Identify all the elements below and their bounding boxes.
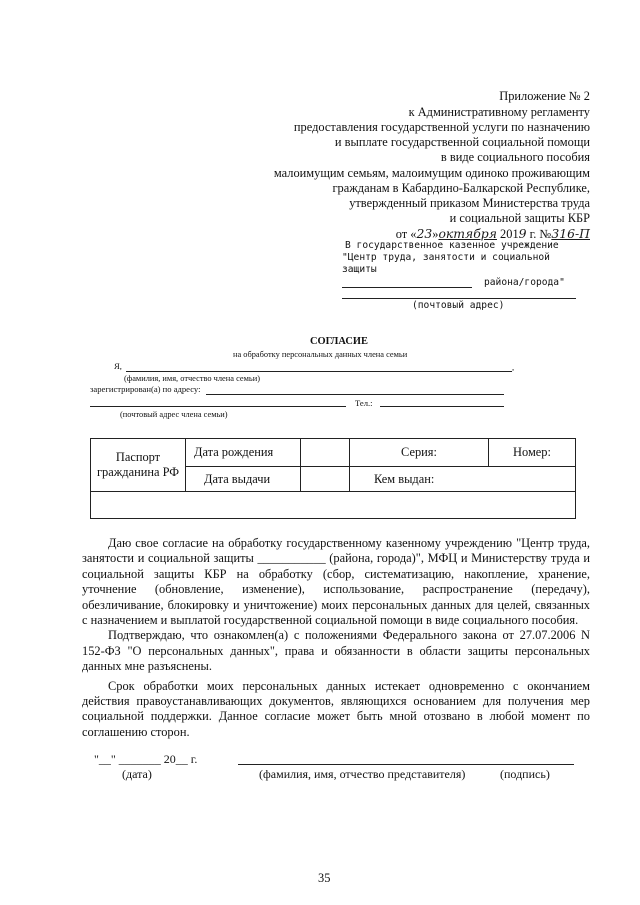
page-number: 35 [318, 871, 331, 885]
postal-caption: (почтовый адрес) [412, 300, 505, 311]
issued-by-label: Кем выдан: [350, 467, 576, 492]
recipient-line: защиты [342, 264, 377, 275]
order-mid: » [432, 227, 439, 241]
signature-name-line[interactable] [238, 764, 574, 765]
annex-line: в виде социального пособия [440, 150, 590, 164]
consent-subtitle: на обработку персональных данных члена семьи [233, 350, 408, 359]
passport-label: Паспорт гражданина РФ [91, 439, 186, 492]
district-line [342, 287, 472, 288]
postal-caption-member: (почтовый адрес члена семьи) [120, 410, 228, 419]
sign-caption: (подпись) [500, 767, 550, 781]
tel-field[interactable] [380, 406, 504, 407]
annex-line: малоимущим семьям, малоимущим одиноко проживающим [273, 166, 590, 180]
consent-paragraph-3: Срок обработки моих персональных данных истекает одновременно с окончанием действия правоустанавливающих документов, являющихся основанием для получения мер социальной поддержки. Данное согласие может быть мной отозвано в любой момент по соглашению сторон. [82, 678, 590, 739]
series-label: Серия: [350, 439, 489, 467]
number-label: Номер: [489, 439, 576, 467]
recipient-line: района/города" [484, 277, 565, 288]
fio-end: , [512, 362, 515, 372]
consent-title: СОГЛАСИЕ [310, 336, 368, 347]
annex-line: предоставления государственной услуги по назначению [293, 120, 590, 134]
registered-label: зарегистрирован(а) по адресу: [90, 384, 201, 394]
passport-table [90, 438, 576, 519]
address-field-2[interactable] [90, 406, 346, 407]
order-month: октября [438, 226, 497, 241]
annex-line: к Административному регламенту [408, 105, 590, 119]
issue-date-label: Дата выдачи [186, 467, 301, 492]
recipient-line: "Центр труда, занятости и социальной [342, 252, 550, 263]
address-field[interactable] [206, 394, 504, 395]
issued-by-cell[interactable] [91, 492, 576, 519]
consent-paragraph-1: Даю свое согласие на обработку государственному казенному учреждению "Центр труда, занятости и социальной защиты ___________ (района, города)", МФЦ и Министерству труда и социальной защиты КБР на обработку (сбор, систематизацию, накопление, хранение, уточнение (обновление, изменение), использование, распространение (передачу), обезличивание, блокировку и уничтожение) моих персональных данных для целей, связанных с назначением и выплатой государственной социальной помощи в виде социального пособия. [82, 536, 590, 628]
order-prefix: от « [395, 227, 417, 241]
postal-address-line [342, 298, 576, 299]
annex-line: гражданам в Кабардино-Балкарской Республике, [332, 181, 590, 195]
ya-label: Я, [114, 361, 122, 371]
order-year: 201 [496, 227, 519, 241]
consent-paragraph-2: Подтверждаю, что ознакомлен(а) с положениями Федерального закона от 27.07.2006 N 152-ФЗ "О персональных данных", права и обязанности в области защиты персональных данных мне разъяснены. [82, 628, 590, 674]
issue-date-cell[interactable] [301, 467, 350, 492]
order-number: 316-П [551, 226, 590, 241]
annex-line: и выплате государственной социальной помощи [334, 135, 590, 149]
name-caption: (фамилия, имя, отчество представителя) [259, 767, 466, 781]
signature-date[interactable]: "__" _______ 20__ г. [94, 752, 198, 766]
birth-date-cell[interactable] [301, 439, 350, 467]
fio-field[interactable] [126, 371, 512, 372]
order-day: 23 [416, 226, 433, 241]
annex-line: утвержденный приказом Министерства труда [349, 196, 590, 210]
annex-line: Приложение № 2 [499, 89, 590, 103]
tel-label: Тел.: [355, 398, 373, 408]
consent-body [82, 536, 590, 740]
birth-date-label: Дата рождения [186, 439, 301, 467]
date-caption: (дата) [122, 767, 152, 781]
order-number-label: г. № [526, 227, 552, 241]
order-year-digit: 9 [518, 226, 527, 241]
fio-caption: (фамилия, имя, отчество члена семьи) [124, 374, 260, 383]
annex-line: и социальной защиты КБР [449, 211, 590, 225]
recipient-line: В государственное казенное учреждение [345, 240, 559, 251]
